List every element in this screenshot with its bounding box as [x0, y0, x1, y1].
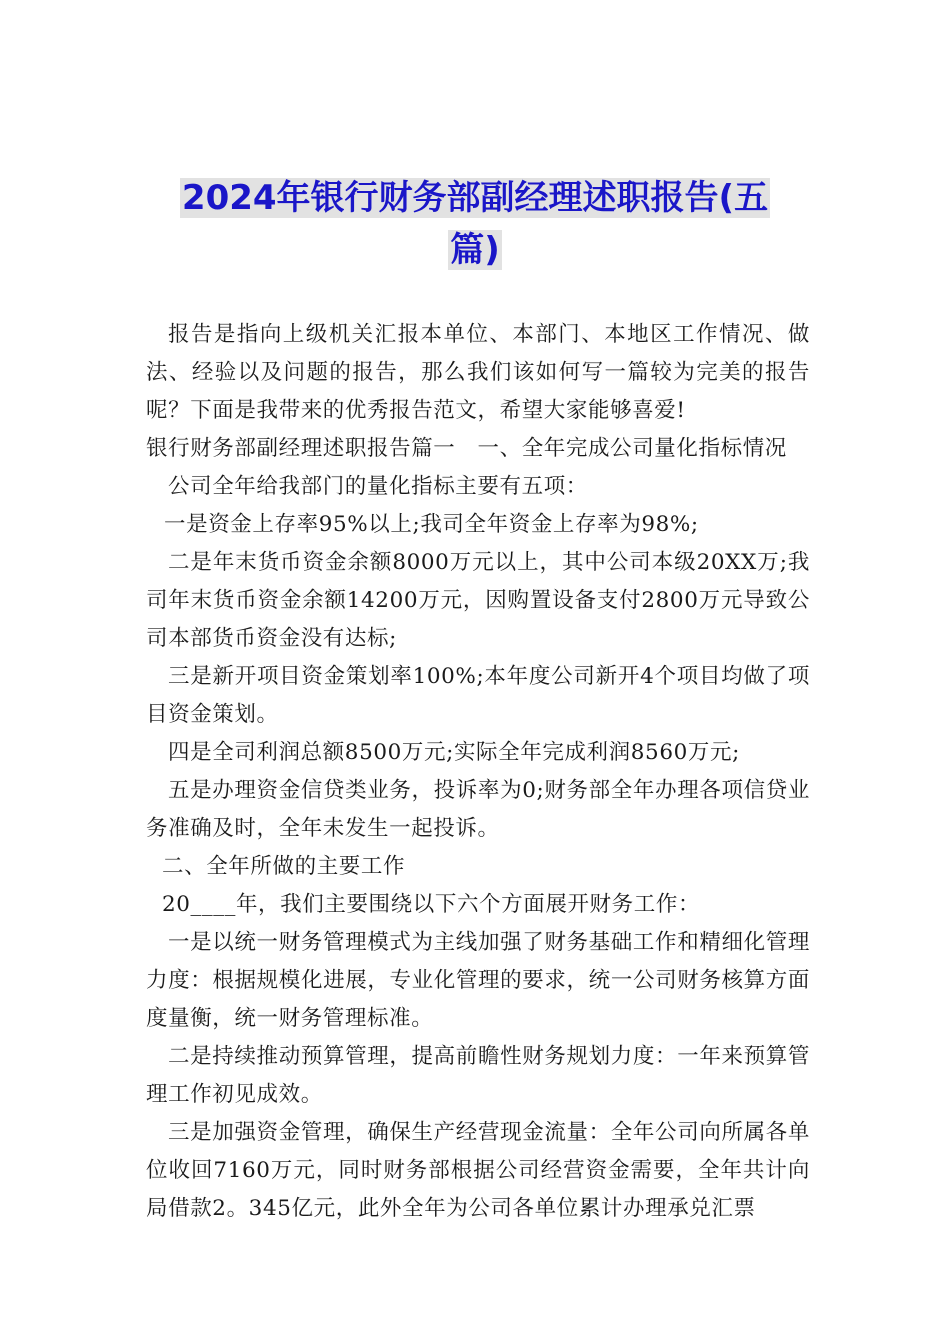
title-line-2: 篇)	[450, 230, 500, 270]
paragraph: 20____年，我们主要围绕以下六个方面展开财务工作：	[162, 892, 701, 917]
paragraph: 二是年末货币资金余额8000万元以上，其中公司本级20XX万;我司年末货币资金余额14200万元，因购置设备支付2800万元导致公司本部货币资金没有达标;	[146, 550, 810, 651]
intro-paragraph: 报告是指向上级机关汇报本单位、本部门、本地区工作情况、做法、经验以及问题的报告，那么我们该如何写一篇较为完美的报告呢？下面是我带来的优秀报告范文，希望大家能够喜爱!	[146, 322, 810, 423]
paragraph: 五是办理资金信贷类业务，投诉率为0;财务部全年办理各项信贷业务准确及时，全年未发生一起投诉。	[146, 778, 810, 841]
section-heading-1: 银行财务部副经理述职报告篇一 一、全年完成公司量化指标情况	[146, 436, 787, 461]
section-heading-2: 二、全年所做的主要工作	[162, 854, 406, 879]
paragraph: 公司全年给我部门的量化指标主要有五项：	[168, 474, 588, 499]
paragraph: 一是以统一财务管理模式为主线加强了财务基础工作和精细化管理力度：根据规模化进展，专业化管理的要求，统一公司财务核算方面度量衡，统一财务管理标准。	[146, 930, 810, 1031]
document-title	[140, 172, 810, 276]
paragraph: 四是全司利润总额8500万元;实际全年完成利润8560万元;	[168, 740, 740, 765]
paragraph: 一是资金上存率95%以上;我司全年资金上存率为98%;	[164, 512, 699, 537]
paragraph: 三是加强资金管理，确保生产经营现金流量：全年公司向所属各单位收回7160万元，同时财务部根据公司经营资金需要，全年共计向局借款2。345亿元，此外全年为公司各单位累计办理承兑汇票	[146, 1120, 810, 1221]
title-line-1: 2024年银行财务部副经理述职报告(五	[181, 178, 769, 218]
document-body	[146, 316, 810, 1228]
paragraph: 二是持续推动预算管理，提高前瞻性财务规划力度：一年来预算管理工作初见成效。	[146, 1044, 810, 1107]
paragraph: 三是新开项目资金策划率100%;本年度公司新开4个项目均做了项目资金策划。	[146, 664, 810, 727]
